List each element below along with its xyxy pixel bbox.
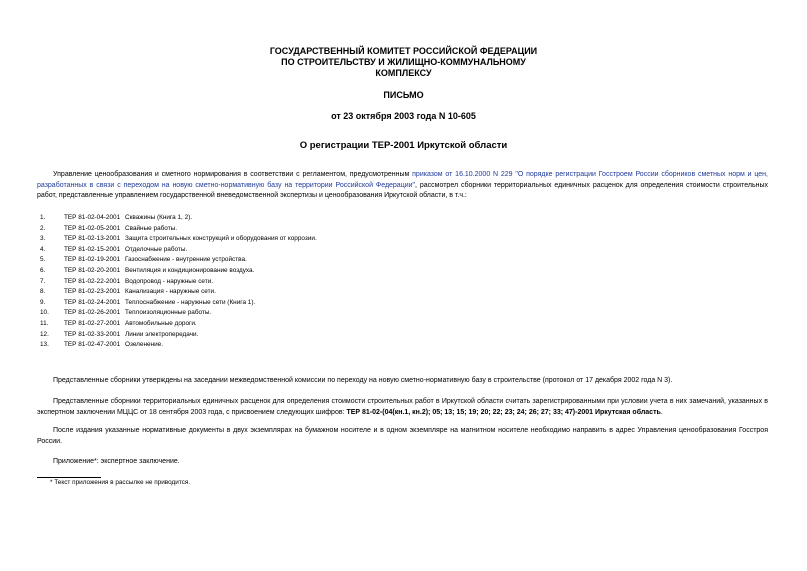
item-code: ТЕР 81-02-20-2001 [64, 266, 121, 274]
organization-name-line-3: КОМПЛЕКСУ [375, 68, 432, 78]
organization-name-line-2: ПО СТРОИТЕЛЬСТВУ И ЖИЛИЩНО-КОММУНАЛЬНОМУ [281, 57, 526, 67]
item-title: Защита строительных конструкций и оборудования от коррозии. [125, 235, 317, 243]
item-title: Озеленение. [125, 341, 163, 349]
list-item [40, 308, 440, 319]
item-number: 4. [40, 245, 46, 253]
item-title: Теплоснабжение - наружные сети (Книга 1). [125, 298, 256, 306]
list-item [40, 224, 440, 235]
list-item [40, 266, 440, 277]
item-code: ТЕР 81-02-33-2001 [64, 330, 121, 338]
item-number: 12. [40, 330, 49, 338]
item-number: 7. [40, 277, 46, 285]
item-number: 2. [40, 224, 46, 232]
item-code: ТЕР 81-02-24-2001 [64, 298, 121, 306]
document-date-number: от 23 октября 2003 года N 10-605 [331, 111, 476, 121]
item-code: ТЕР 81-02-19-2001 [64, 256, 121, 264]
item-title: Вентиляция и кондиционирование воздуха. [125, 266, 255, 274]
item-code: ТЕР 81-02-22-2001 [64, 277, 121, 285]
intro-text-start: Управление ценообразования и сметного нормирования в соответствии с регламентом, предусмотренным [53, 171, 413, 178]
item-number: 6. [40, 266, 46, 274]
item-code: ТЕР 81-02-47-2001 [64, 341, 121, 349]
item-code: ТЕР 81-02-04-2001 [64, 214, 121, 221]
list-item [40, 287, 440, 298]
order-229-link[interactable]: приказом от 16.10.2000 N 229 "О порядке регистрации Госстроем России сборников сметных норм и цен, разработанных в связи с переходом на новую сметно-нормативную базу на территории Российской Федерации" [37, 171, 768, 189]
list-item [40, 234, 440, 245]
item-code: ТЕР 81-02-23-2001 [64, 288, 121, 296]
item-title: Канализация - наружные сети. [125, 288, 216, 296]
publication-paragraph: После издания указанные нормативные документы в двух экземплярах на бумажном носителе и в одном экземпляре на магнитном носителе необходимо направить в адрес Управления ценообразования Госстроя России. [37, 427, 768, 445]
list-item [40, 255, 440, 266]
item-code: ТЕР 81-02-05-2001 [64, 224, 121, 232]
item-title: Линии электропередачи. [125, 330, 199, 338]
list-item [40, 245, 440, 256]
approval-paragraph: Представленные сборники утверждены на заседании межведомственной комиссии по переходу на новую сметно-нормативную базу в строительстве (протокол от 17 декабря 2002 года N 3). [53, 377, 673, 384]
registration-text: Представленные сборники территориальных единичных расценок для определения стоимости строительных работ в Иркутской области считать зарегистрированными при условии учета в них замечаний, указанных в экспертном заключении МЦЦС от 18 сентября 2003 года, с присвоением следующих шифров: [37, 398, 768, 416]
item-title: Теплоизоляционные работы. [125, 309, 212, 317]
item-code: ТЕР 81-02-13-2001 [64, 235, 121, 243]
list-item [40, 340, 440, 351]
item-number: 13. [40, 341, 49, 349]
appendix-note: Приложение*: экспертное заключение. [53, 458, 180, 465]
item-title: Автомобильные дороги. [125, 319, 197, 327]
item-number: 11. [40, 319, 49, 327]
item-number: 8. [40, 288, 46, 296]
item-title: Отделочные работы. [125, 245, 188, 253]
list-item [40, 213, 440, 224]
registration-codes: ТЕР 81-02-(04(кн.1, кн.2); 05; 13; 15; 19; 20; 22; 23; 24; 26; 27; 33; 47)-2001 Иркутская область [346, 408, 661, 416]
registration-paragraph: Представленные сборники территориальных единичных расценок для определения стоимости строительных работ в Иркутской области считать зарегистрированными при условии учета в них замечаний, указанных в экспертном заключении МЦЦС от 18 сентября 2003 года, с присвоением следующих шифров: ТЕР 81-02-(04(кн.1, кн.2); 05; 13; 15; 19; 20; 22; 23; 24; 26; 27; 33; 47)-2001 Иркутская область. [37, 398, 768, 416]
item-title: Водопровод - наружные сети. [125, 277, 214, 285]
list-item [40, 298, 440, 309]
document-subject: О регистрации ТЕР-2001 Иркутской области [299, 140, 508, 151]
item-number: 9. [40, 298, 46, 306]
footnote: * Текст приложения в рассылке не приводится. [50, 479, 191, 486]
document-type: ПИСЬМО [383, 90, 424, 100]
organization-name-line-1: ГОСУДАРСТВЕННЫЙ КОМИТЕТ РОССИЙСКОЙ ФЕДЕРАЦИИ [269, 46, 538, 56]
collections-list [40, 213, 440, 351]
item-number: 1. [40, 214, 46, 221]
item-code: ТЕР 81-02-27-2001 [64, 319, 121, 327]
list-item [40, 277, 440, 288]
item-code: ТЕР 81-02-15-2001 [64, 245, 121, 253]
list-item [40, 319, 440, 330]
item-title: Скважины (Книга 1, 2). [125, 214, 193, 221]
item-number: 10. [40, 309, 49, 317]
item-title: Свайные работы. [125, 224, 177, 232]
item-number: 3. [40, 235, 46, 243]
intro-paragraph [37, 170, 768, 202]
list-item [40, 330, 440, 341]
item-code: ТЕР 81-02-26-2001 [64, 309, 121, 317]
item-number: 5. [40, 256, 46, 264]
item-title: Газоснабжение - внутренние устройства. [125, 256, 247, 264]
intro-text-end: , рассмотрел сборники территориальных единичных расценок для определения стоимости строительных работ, представленные управлением государственной вневедомственной экспертизы и ценообразования Иркутской области, в т.ч.: [37, 181, 769, 199]
